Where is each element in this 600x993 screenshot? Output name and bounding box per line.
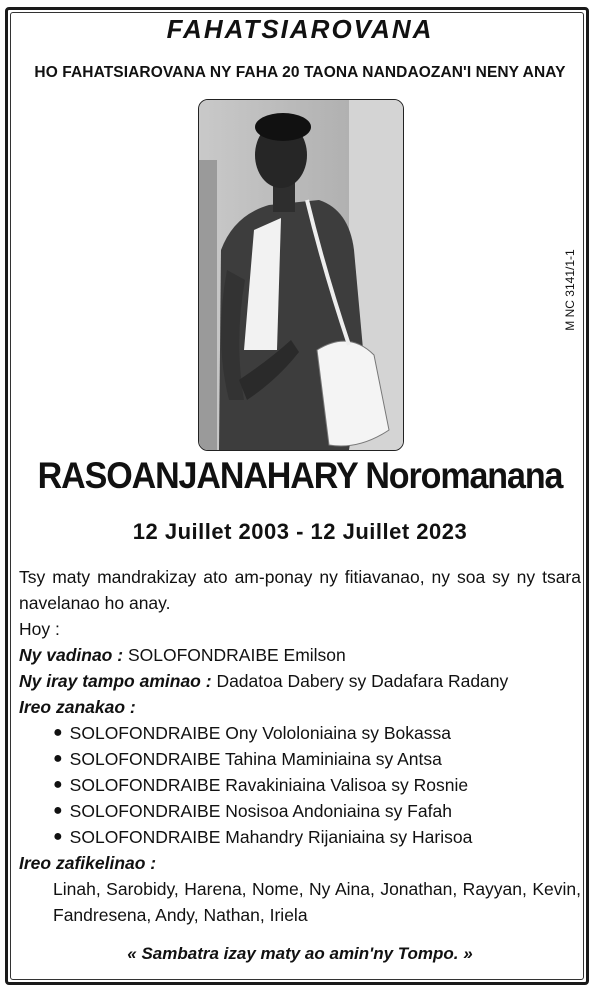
memorial-dates: 12 Juillet 2003 - 12 Juillet 2023 xyxy=(132,519,468,544)
intro-text: Tsy maty mandrakizay ato am-ponay ny fitiavanao, ny soa sy ny tsara navelanao ho anay. xyxy=(19,567,581,613)
siblings-label: Ny iray tampo aminao : xyxy=(19,671,212,691)
list-item: ● SOLOFONDRAIBE Mahandry Rijaniaina sy Harisoa xyxy=(53,824,581,850)
bullet-icon: ● xyxy=(53,828,63,845)
page-subtitle: HO FAHATSIAROVANA NY FAHA 20 TAONA NANDAOZAN'I NENY ANAY xyxy=(34,64,566,81)
bullet-icon: ● xyxy=(53,776,63,793)
siblings-value: Dadatoa Dabery sy Dadafara Radany xyxy=(216,671,509,691)
page-title: FAHATSIAROVANA xyxy=(166,14,434,44)
siblings-line xyxy=(19,668,581,694)
list-item: ● SOLOFONDRAIBE Nosisoa Andoniaina sy Fafah xyxy=(53,798,581,824)
bullet-icon: ● xyxy=(53,724,63,741)
grandchildren-label: Ireo zafikelinao : xyxy=(19,853,157,873)
children-label: Ireo zanakao : xyxy=(19,697,136,717)
list-item: ● SOLOFONDRAIBE Tahina Maminiaina sy Antsa xyxy=(53,746,581,772)
grandchildren-list: Linah, Sarobidy, Harena, Nome, Ny Aina, Jonathan, Rayyan, Kevin, Fandresena, Andy, Nathan, Iriela xyxy=(53,879,581,925)
deceased-name: RASOANJANAHARY Noromanana xyxy=(37,455,563,496)
spouse-line xyxy=(19,642,581,668)
portrait-illustration xyxy=(199,100,403,450)
reference-code: M NC 3141/1-1 xyxy=(563,249,577,331)
list-item: ● SOLOFONDRAIBE Ony Vololoniaina sy Bokassa xyxy=(53,720,581,746)
bullet-icon: ● xyxy=(53,750,63,767)
list-item: ● SOLOFONDRAIBE Ravakiniaina Valisoa sy Rosnie xyxy=(53,772,581,798)
bullet-icon: ● xyxy=(53,802,63,819)
portrait-photo xyxy=(198,99,404,451)
message-body xyxy=(19,564,581,928)
children-list xyxy=(19,720,581,850)
spouse-label: Ny vadinao : xyxy=(19,645,124,665)
hoy-label: Hoy : xyxy=(19,619,60,639)
closing-quote: « Sambatra izay maty ao amin'ny Tompo. » xyxy=(127,944,473,963)
spouse-value: SOLOFONDRAIBE Emilson xyxy=(127,645,346,665)
